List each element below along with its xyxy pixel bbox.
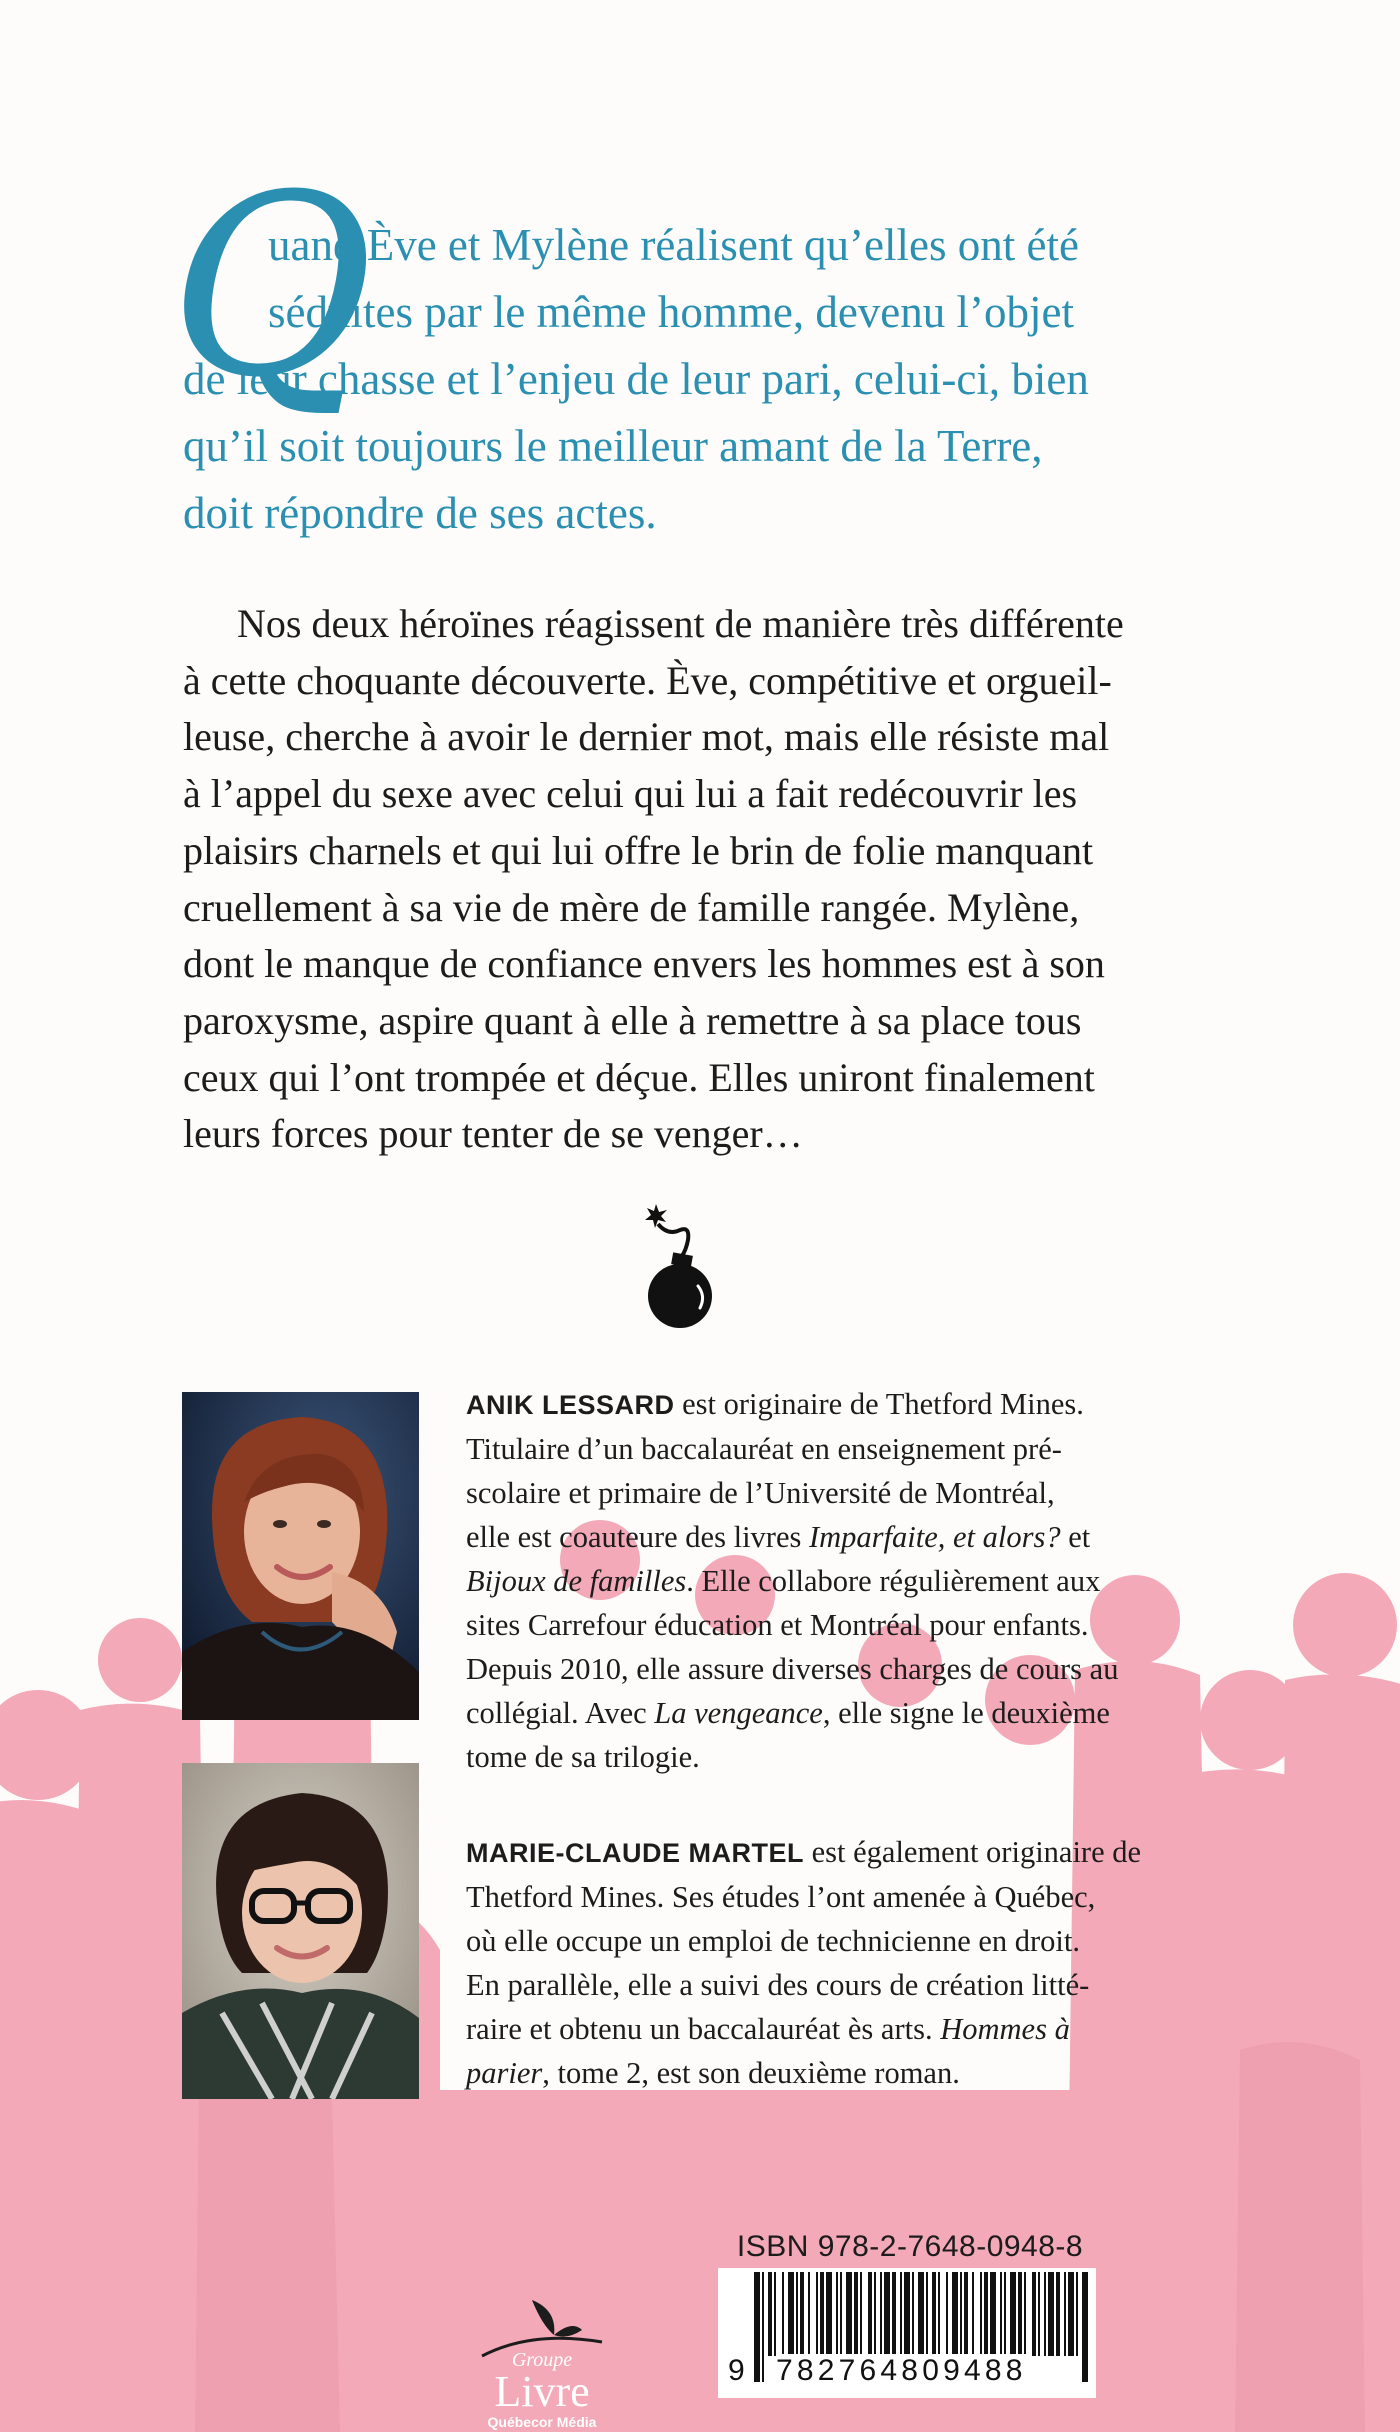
barcode-bar xyxy=(826,2272,832,2356)
book-title: Bijoux de familles xyxy=(466,1564,687,1598)
barcode-bar xyxy=(782,2272,784,2356)
bio-text: . Elle collabore régulièrement aux xyxy=(686,1564,1101,1598)
summary-line: cruellement à sa vie de mère de famille rangée. Mylène, xyxy=(183,884,1080,930)
barcode-bar xyxy=(964,2272,968,2356)
barcode-bar xyxy=(816,2272,818,2356)
barcode-bar xyxy=(762,2272,764,2382)
barcode xyxy=(718,2268,1096,2398)
summary-line: ceux qui l’ont trompée et déçue. Elles uniront finalement xyxy=(183,1054,1095,1100)
barcode-bar xyxy=(774,2272,776,2356)
barcode-bar xyxy=(1000,2272,1002,2356)
bio-text: scolaire et primaire de l’Université de Montréal, xyxy=(466,1476,1055,1510)
bio-text: et xyxy=(1060,1520,1091,1554)
barcode-bar xyxy=(868,2272,872,2356)
barcode-bar xyxy=(980,2272,982,2356)
author-name: MARIE-CLAUDE MARTEL xyxy=(466,1838,804,1868)
bomb-icon xyxy=(628,1200,738,1330)
barcode-bar xyxy=(972,2272,974,2356)
barcode-bar xyxy=(860,2272,862,2356)
barcode-bar xyxy=(836,2272,838,2356)
bio-text: , elle signe le deuxième xyxy=(822,1696,1110,1730)
logo-subtitle: Québecor Média xyxy=(487,2414,597,2430)
summary-line: plaisirs charnels et qui lui offre le brin de folie manquant xyxy=(183,827,1094,873)
bio-text: En parallèle, elle a suivi des cours de création litté- xyxy=(466,1968,1090,2002)
book-title: La vengeance xyxy=(654,1696,823,1730)
barcode-bar xyxy=(754,2272,760,2382)
summary-paragraph xyxy=(183,596,1213,1163)
summary-line: leuse, cherche à avoir le dernier mot, mais elle résiste mal xyxy=(183,714,1110,760)
intro-line: de leur chasse et l’enjeu de leur pari, celui-ci, bien xyxy=(183,354,1089,404)
bio-text: est originaire de Thetford Mines. xyxy=(674,1387,1084,1421)
barcode-bar xyxy=(892,2272,896,2356)
barcode-bar xyxy=(880,2272,882,2356)
barcode-first-digit: 9 xyxy=(728,2354,745,2387)
barcode-bar xyxy=(1068,2272,1074,2356)
barcode-bar xyxy=(1038,2272,1040,2356)
barcode-bar xyxy=(854,2272,858,2356)
barcode-bar xyxy=(926,2272,928,2356)
logo-groupe: Groupe xyxy=(511,2349,573,2371)
bio-text: Depuis 2010, elle assure diverses charges de cours au xyxy=(466,1652,1119,1686)
summary-line: dont le manque de confiance envers les hommes est à son xyxy=(183,941,1105,987)
barcode-bar xyxy=(984,2272,988,2356)
barcode-bar xyxy=(1032,2272,1036,2356)
barcode-bar xyxy=(788,2272,794,2356)
drop-cap: Q xyxy=(169,141,374,432)
barcode-bar xyxy=(1010,2272,1016,2356)
barcode-bar xyxy=(1082,2272,1088,2382)
author-photo-marie-claude-martel xyxy=(182,1763,419,2099)
barcode-bar xyxy=(808,2272,810,2356)
bio-text: , tome 2, est son deuxième roman. xyxy=(542,2056,960,2090)
isbn-label: ISBN 978-2-7648-0948-8 xyxy=(736,2230,1084,2263)
summary-line: leurs forces pour tenter de se venger… xyxy=(183,1111,803,1157)
barcode-bar xyxy=(952,2272,958,2356)
barcode-bar xyxy=(990,2272,996,2356)
barcode-bar xyxy=(1024,2272,1026,2356)
intro-paragraph xyxy=(169,141,1213,547)
barcode-bar xyxy=(800,2272,804,2356)
barcode-bar xyxy=(1056,2272,1060,2356)
book-title: parier xyxy=(466,2056,543,2090)
book-title: Imparfaite, et alors? xyxy=(808,1520,1061,1554)
barcode-bar xyxy=(1044,2272,1046,2356)
bio-text: où elle occupe un emploi de technicienne en droit. xyxy=(466,1924,1081,1958)
barcode-bar xyxy=(960,2272,962,2356)
bio-text: Titulaire d’un baccalauréat en enseignement pré- xyxy=(466,1432,1062,1466)
summary-line: paroxysme, aspire quant à elle à remettre à sa place tous xyxy=(183,997,1082,1043)
author-name: ANIK LESSARD xyxy=(466,1390,675,1420)
bio-text: raire et obtenu un baccalauréat ès arts. xyxy=(466,2012,941,2046)
bio-text: tome de sa trilogie. xyxy=(466,1740,700,1774)
publisher-logo xyxy=(462,2290,622,2430)
barcode-bar xyxy=(884,2272,890,2356)
bio-text: sites Carrefour éducation et Montréal pour enfants. xyxy=(466,1608,1089,1642)
intro-line: qu’il soit toujours le meilleur amant de la Terre, xyxy=(183,421,1043,471)
barcode-bar xyxy=(1076,2272,1078,2356)
barcode-bar xyxy=(918,2272,924,2356)
bio-marie-claude-martel xyxy=(466,1830,1226,2095)
barcode-bar xyxy=(874,2272,876,2356)
barcode-bar xyxy=(900,2272,902,2356)
intro-line: uand Ève et Mylène réalisent qu’elles ont été xyxy=(268,220,1079,270)
summary-line: à l’appel du sexe avec celui qui lui a fait redécouvrir les xyxy=(183,771,1078,817)
book-title: Hommes à xyxy=(940,2012,1070,2046)
barcode-bar xyxy=(932,2272,936,2356)
barcode-bar xyxy=(1018,2272,1022,2356)
barcode-bar xyxy=(1048,2272,1054,2356)
bio-text: est également originaire de xyxy=(803,1835,1142,1869)
bio-anik-lessard xyxy=(466,1382,1226,1779)
barcode-bar xyxy=(796,2272,798,2356)
bio-text: elle est coauteure des livres xyxy=(466,1520,809,1554)
barcode-bar xyxy=(1064,2272,1066,2356)
barcode-bar xyxy=(768,2272,772,2356)
summary-line: à cette choquante découverte. Ève, compétitive et orgueil- xyxy=(183,657,1112,703)
barcode-digits: 782764809488 xyxy=(776,2354,1027,2387)
summary-line: Nos deux héroïnes réagissent de manière très différente xyxy=(237,601,1124,646)
barcode-bar xyxy=(938,2272,940,2356)
bio-text: collégial. Avec xyxy=(466,1696,655,1730)
barcode-bar xyxy=(1004,2272,1006,2356)
barcode-bar xyxy=(820,2272,824,2356)
bio-text: Thetford Mines. Ses études l’ont amenée à Québec, xyxy=(466,1880,1096,1914)
barcode-bar xyxy=(846,2272,852,2356)
intro-line: séduites par le même homme, devenu l’objet xyxy=(268,287,1075,337)
intro-line: doit répondre de ses actes. xyxy=(183,488,657,538)
author-photo-anik-lessard xyxy=(182,1392,419,1720)
logo-livre: Livre xyxy=(494,2367,590,2416)
barcode-bar xyxy=(946,2272,948,2356)
barcode-bar xyxy=(840,2272,842,2356)
